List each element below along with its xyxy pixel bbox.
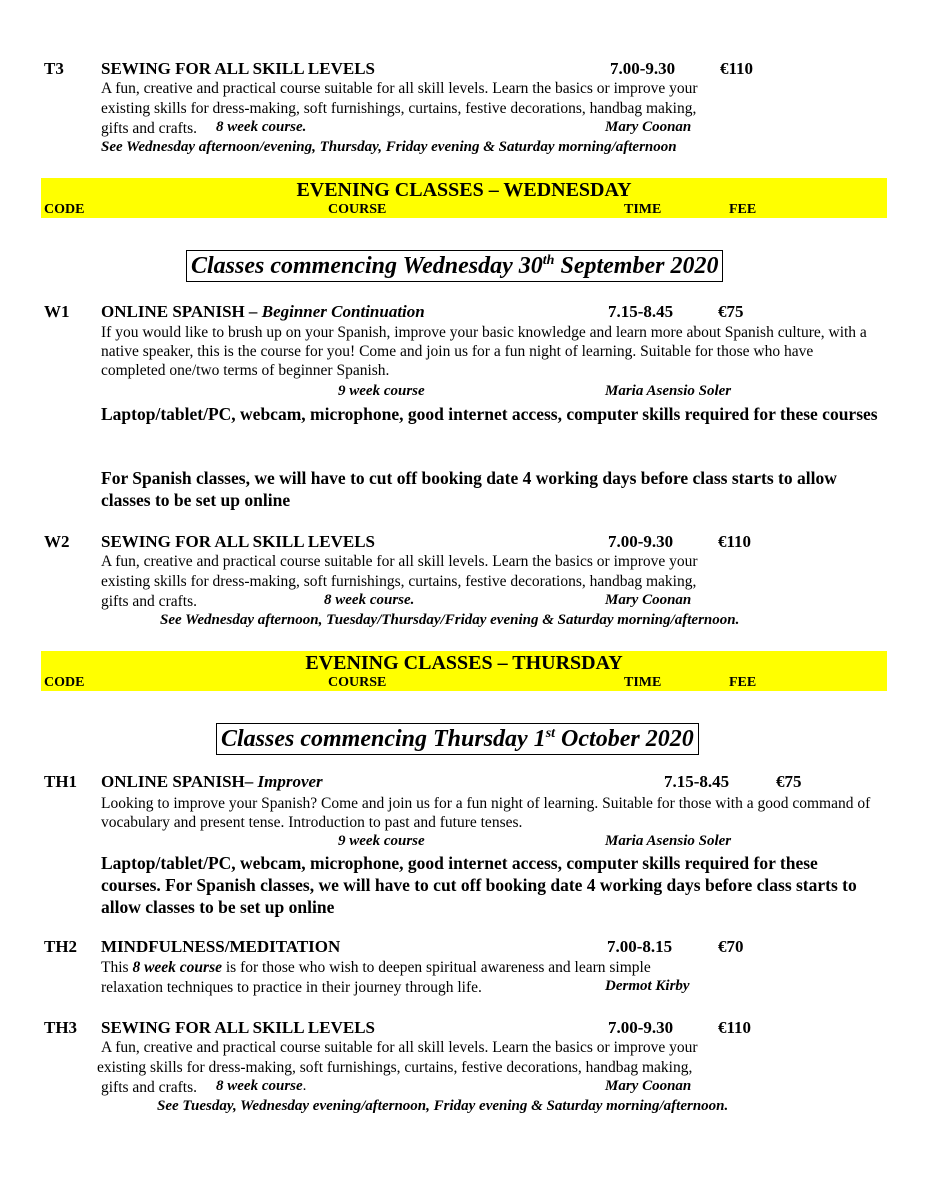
course-booking-note: For Spanish classes, we will have to cut off booking date 4 working days before class starts to allow classes to be set up online (101, 468, 837, 510)
course-duration: 8 week course. (216, 119, 307, 135)
course-title: SEWING FOR ALL SKILL LEVELS (101, 59, 375, 78)
course-tutor: Maria Asensio Soler (605, 833, 732, 849)
course-time: 7.15-8.45 (664, 772, 730, 791)
section-header-wednesday (41, 178, 887, 218)
course-description-text: This (101, 959, 129, 976)
course-title: ONLINE SPANISH– (101, 772, 254, 791)
course-duration: 9 week course (338, 383, 425, 399)
course-description: If you would like to brush up on your Spanish, improve your basic knowledge and learn more about Spanish culture, with a native speaker, this is the course for you! Come and join us for a fun night of learning. Suitable for those who have completed one/two terms of beginner Spanish. (101, 324, 867, 379)
course-code: W1 (44, 302, 70, 321)
course-code: T3 (44, 59, 64, 78)
course-fee: €75 (776, 772, 802, 791)
course-description-line: existing skills for dress-making, soft furnishings, curtains, festive decorations, handbag making, (101, 573, 697, 590)
column-header-course: COURSE (328, 675, 387, 690)
course-description-line: gifts and crafts. (101, 593, 197, 610)
course-description-text: is for those who wish to deepen spiritual awareness and learn simple (225, 959, 651, 976)
course-time: 7.00-8.15 (607, 937, 673, 956)
course-note: See Tuesday, Wednesday evening/afternoon, Friday evening & Saturday morning/afternoon. (157, 1098, 729, 1114)
course-description-line: A fun, creative and practical course suitable for all skill levels. Learn the basics or improve your (101, 80, 698, 97)
section-header-thursday (41, 651, 887, 691)
commencing-date-box: Classes commencing Thursday 1st October 2020 (216, 723, 699, 755)
column-header-time: TIME (624, 202, 662, 217)
column-header-code: CODE (44, 202, 85, 217)
column-header-code: CODE (44, 675, 85, 690)
column-header-fee: FEE (729, 675, 757, 690)
course-fee: €70 (718, 937, 744, 956)
course-description-line: existing skills for dress-making, soft furnishings, curtains, festive decorations, handbag making, (97, 1059, 693, 1076)
course-fee: €110 (718, 532, 752, 551)
course-fee: €110 (720, 59, 754, 78)
course-subtitle: – Beginner Continuation (249, 302, 425, 321)
course-description-line: A fun, creative and practical course suitable for all skill levels. Learn the basics or improve your (101, 1039, 698, 1056)
course-time: 7.00-9.30 (608, 532, 674, 551)
course-requirements: Laptop/tablet/PC, webcam, microphone, good internet access, computer skills required for these courses. For Spanish classes, we will have to cut off booking date 4 working days before class starts to allow classes to be set up online (101, 853, 857, 917)
course-title: ONLINE SPANISH (101, 302, 245, 321)
course-time: 7.00-9.30 (608, 1018, 674, 1037)
course-description-line: A fun, creative and practical course suitable for all skill levels. Learn the basics or improve your (101, 553, 698, 570)
section-heading: EVENING CLASSES – WEDNESDAY (296, 179, 632, 201)
course-fee: €75 (718, 302, 744, 321)
course-code: TH1 (44, 772, 78, 791)
course-description-line: existing skills for dress-making, soft furnishings, curtains, festive decorations, handbag making, (101, 100, 697, 117)
course-tutor: Mary Coonan (605, 592, 692, 608)
course-code: W2 (44, 532, 70, 551)
course-title: SEWING FOR ALL SKILL LEVELS (101, 532, 375, 551)
course-description-line: gifts and crafts. (101, 120, 197, 137)
column-header-fee: FEE (729, 202, 757, 217)
course-tutor: Dermot Kirby (605, 978, 690, 994)
course-code: TH3 (44, 1018, 78, 1037)
course-fee: €110 (718, 1018, 752, 1037)
section-heading: EVENING CLASSES – THURSDAY (305, 652, 623, 674)
course-code: TH2 (44, 937, 78, 956)
course-requirements: Laptop/tablet/PC, webcam, microphone, good internet access, computer skills required for these courses (101, 404, 878, 424)
course-note: See Wednesday afternoon/evening, Thursday, Friday evening & Saturday morning/afternoon (101, 139, 677, 155)
course-time: 7.15-8.45 (608, 302, 674, 321)
course-duration: 8 week course (216, 1078, 303, 1094)
course-tutor: Mary Coonan (605, 1078, 692, 1094)
column-header-course: COURSE (328, 202, 387, 217)
course-title: MINDFULNESS/MEDITATION (101, 937, 341, 956)
course-tutor: Maria Asensio Soler (605, 383, 732, 399)
course-duration: 8 week course. (324, 592, 415, 608)
course-time: 7.00-9.30 (610, 59, 676, 78)
course-duration: 9 week course (338, 833, 425, 849)
column-header-time: TIME (624, 675, 662, 690)
course-title: SEWING FOR ALL SKILL LEVELS (101, 1018, 375, 1037)
course-description-line: gifts and crafts. (101, 1079, 197, 1096)
course-duration: 8 week course (132, 959, 222, 976)
course-description-line: relaxation techniques to practice in their journey through life. (101, 979, 482, 996)
course-note: See Wednesday afternoon, Tuesday/Thursday/Friday evening & Saturday morning/afternoon. (160, 612, 740, 628)
course-description: Looking to improve your Spanish? Come and join us for a fun night of learning. Suitable for those with a good command of vocabulary and present tense. Introduction to past and future tenses. (101, 795, 871, 831)
course-subtitle: Improver (257, 772, 323, 791)
commencing-date-box: Classes commencing Wednesday 30th September 2020 (186, 250, 723, 282)
course-tutor: Mary Coonan (605, 119, 692, 135)
